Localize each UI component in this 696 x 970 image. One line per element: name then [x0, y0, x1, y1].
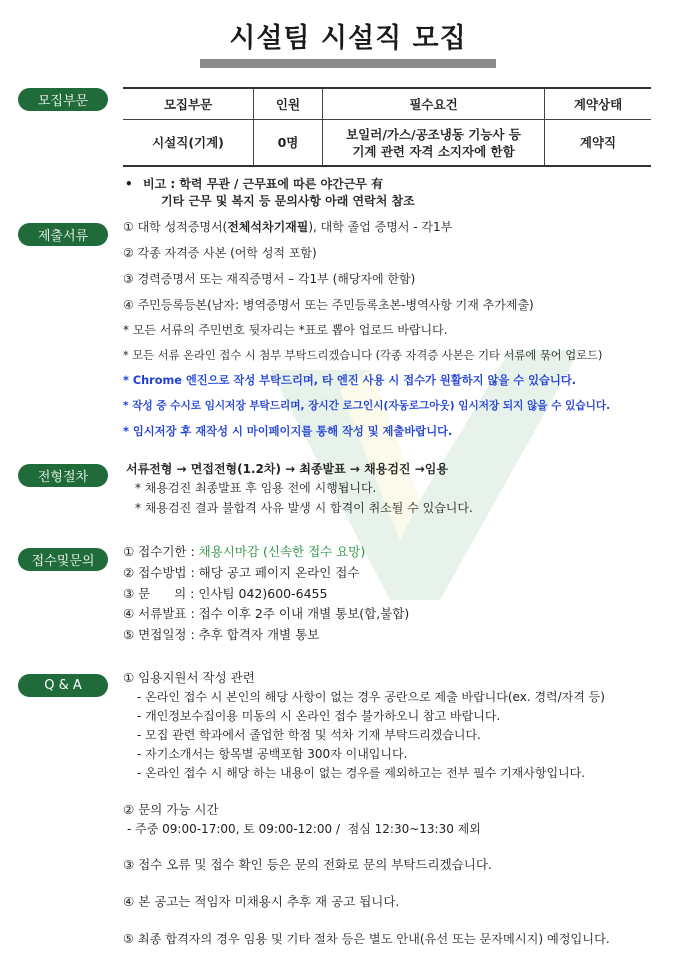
document-item-2: ② 각종 자격증 사본 (어학 성적 포함): [123, 246, 317, 260]
section-label-process: 전형절차: [18, 464, 108, 487]
table-row: [123, 120, 651, 167]
title-underline: [200, 59, 496, 68]
process-note-2: * 채용검진 결과 불합격 사유 발생 시 합격이 취소될 수 있습니다.: [135, 501, 473, 515]
cell-requirement: [323, 120, 545, 167]
requirement-line-1: 보일러/가스/공조냉동 기능사 등: [346, 126, 521, 142]
qa-item-1-detail: - 자기소개서는 항목별 공백포함 300자 이내입니다.: [137, 747, 408, 761]
document-warning-1: * Chrome 엔진으로 작성 부탁드리며, 타 엔진 사용 시 접수가 원활하지 않을 수 있습니다.: [123, 374, 577, 387]
document-item-3: ③ 경력증명서 또는 재직증명서 – 각1부 (해당자에 한함): [123, 272, 416, 286]
apply-item-3: ③ 문 의 : 인사팀 042)600-6455: [123, 586, 328, 601]
section-label-recruit: 모집부문: [18, 88, 108, 111]
cell-division: 시설직(기계): [123, 120, 254, 167]
apply-item-1: [123, 544, 365, 560]
document-note-2: * 모든 서류 온라인 접수 시 첨부 부탁드리겠습니다 (각종 자격증 사본은 기타 서류에 묶어 업로드): [123, 349, 603, 362]
table-header: 필수요건: [323, 88, 545, 120]
qa-item-1-detail: - 온라인 접수 시 해당 하는 내용이 없는 경우를 제외하고는 전부 필수 기재사항입니다.: [137, 766, 586, 780]
note-line-1: 비고 : 학력 무관 / 근무표에 따른 야간근무 有: [143, 177, 384, 191]
apply-deadline-label: ① 접수기한 :: [123, 544, 199, 559]
document-warning-3: * 임시저장 후 재작성 시 마이페이지를 통해 작성 및 제출바랍니다.: [123, 425, 453, 438]
cell-count: 0명: [254, 120, 323, 167]
qa-item-4: ④ 본 공고는 적임자 미채용시 추후 재 공고 됩니다.: [123, 894, 400, 909]
document-note-1: * 모든 서류의 주민번호 뒷자리는 *표로 뽑아 업로드 바랍니다.: [123, 323, 448, 337]
section-label-documents: 제출서류: [18, 223, 108, 246]
note-bullet: •: [125, 177, 133, 191]
cell-contract: 계약직: [545, 120, 652, 167]
qa-item-2-detail: - 주중 09:00-17:00, 토 09:00-12:00 / 점심 12:30~13:30 제외: [127, 822, 481, 836]
table-header: 모집부문: [123, 88, 254, 120]
document-item-1-bold: 전체석차기재필: [227, 220, 309, 234]
document-item-1: [123, 219, 452, 235]
document-warning-2: * 작성 중 수시로 임시저장 부탁드리며, 장시간 로그인시(자동로그아웃) 임시저장 되지 않을 수 있습니다.: [123, 400, 611, 412]
table-header-row: [123, 88, 651, 120]
apply-item-2: ② 접수방법 : 해당 공고 페이지 온라인 접수: [123, 565, 360, 580]
process-flow: 서류전형 → 면접전형(1.2차) → 최종발표 → 채용검진 →임용: [126, 462, 448, 476]
section-label-apply: 접수및문의: [18, 548, 108, 571]
document-item-1-pre: ① 대학 성적증명서(: [123, 220, 228, 234]
section-label-qa: Q & A: [18, 674, 108, 697]
table-header: 계약상태: [545, 88, 652, 120]
apply-deadline-value: 채용시마감 (신속한 접수 요망): [198, 544, 366, 559]
qa-item-1-detail: - 모집 관련 학과에서 졸업한 학점 및 석차 기재 부탁드리겠습니다.: [137, 728, 481, 742]
page-title: 시설팀 시설직 모집: [229, 23, 467, 54]
document-item-1-post: ), 대학 졸업 증명서 - 각1부: [308, 220, 453, 234]
note-line-2: 기타 근무 및 복지 등 문의사항 아래 연락처 참조: [161, 194, 415, 208]
table-header: 인원: [254, 88, 323, 120]
qa-item-1: ① 임용지원서 작성 관련: [123, 670, 255, 685]
qa-item-5: ⑤ 최종 합격자의 경우 임용 및 기타 절차 등은 별도 안내(유선 또는 문자메시지) 예정입니다.: [123, 932, 610, 946]
recruit-table: [123, 87, 651, 167]
requirement-line-2: 기계 관련 자격 소지자에 한함: [352, 143, 515, 159]
process-note-1: * 채용검진 최종발표 후 임용 전에 시행됩니다.: [135, 481, 377, 495]
apply-item-5: ⑤ 면접일정 : 추후 합격자 개별 통보: [123, 627, 320, 642]
document-item-4: ④ 주민등록등본(남자: 병역증명서 또는 주민등록초본-병역사항 기재 추가제출): [123, 298, 534, 312]
qa-item-3: ③ 접수 오류 및 접수 확인 등은 문의 전화로 문의 부탁드리겠습니다.: [123, 857, 492, 872]
qa-item-1-detail: - 개인정보수집이용 미동의 시 온라인 접수 불가하오니 참고 바랍니다.: [137, 709, 501, 723]
apply-item-4: ④ 서류발표 : 접수 이후 2주 이내 개별 통보(합,불합): [123, 606, 410, 621]
qa-item-1-detail: - 온라인 접수 시 본인의 해당 사항이 없는 경우 공란으로 제출 바랍니다(ex. 경력/자격 등): [137, 690, 605, 704]
qa-item-2: ② 문의 가능 시간: [123, 802, 219, 817]
